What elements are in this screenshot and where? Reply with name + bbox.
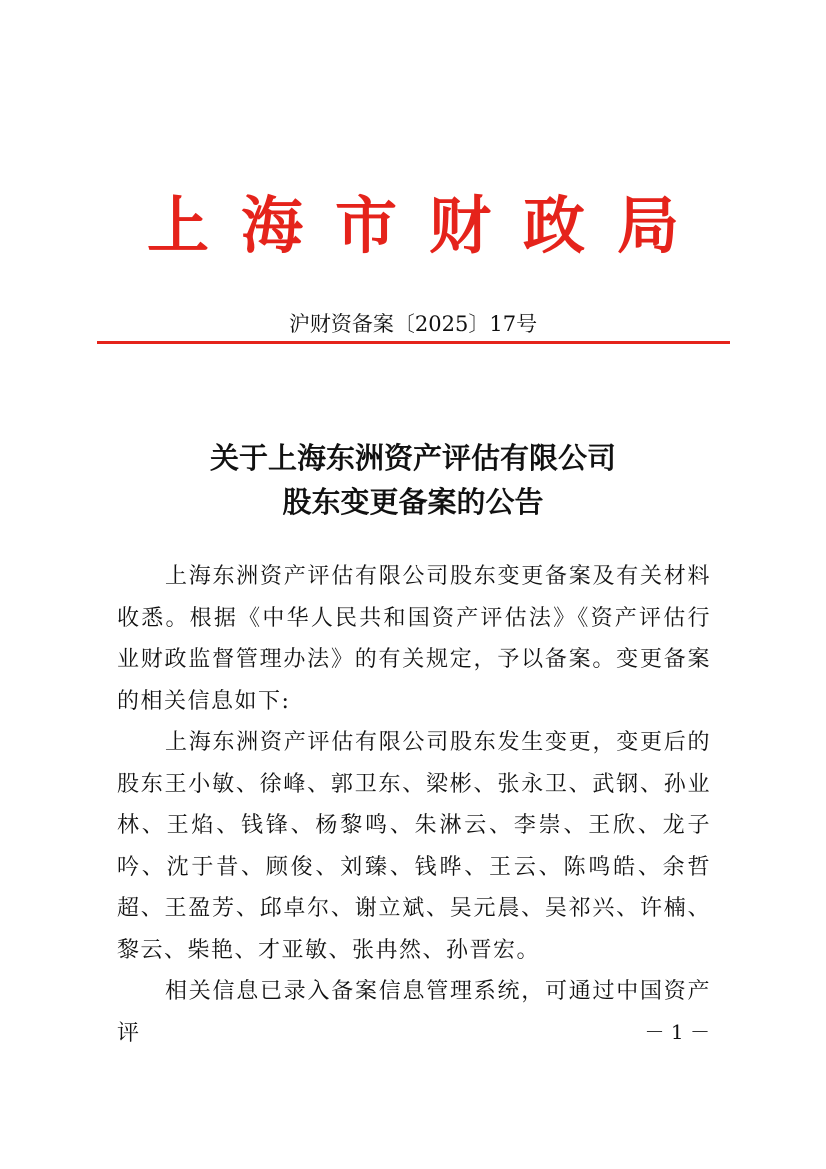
body-paragraph-1: 上海东洲资产评估有限公司股东变更备案及有关材料收悉。根据《中华人民共和国资产评估法》《资产评估行业财政监督管理办法》的有关规定，予以备案。变更备案的相关信息如下: (117, 564, 711, 714)
masthead-org-name: 上海市财政局 (146, 189, 711, 262)
title-line-1: 关于上海东洲资产评估有限公司 (209, 441, 616, 475)
document-number: 沪财资备案〔2025〕17号 (288, 312, 538, 336)
body-paragraph-2: 上海东洲资产评估有限公司股东发生变更，变更后的股东王小敏、徐峰、郭卫东、梁彬、张永卫、武钢、孙业林、王焰、钱锋、杨黎鸣、朱淋云、李崇、王欣、龙子吟、沈于昔、顾俊、刘臻、钱晔、王云、陈鸣皓、余哲超、王盈芳、邱卓尔、谢立斌、吴元晨、吴祁兴、许楠、黎云、柴艳、才亚敏、张冉然、孙晋宏。 (117, 730, 711, 963)
announcement-title (0, 436, 826, 524)
body-paragraph-3: 相关信息已录入备案信息管理系统，可通过中国资产评 (117, 979, 711, 1046)
page-number: － 1 － (644, 1020, 710, 1044)
title-line-2: 股东变更备案的公告 (282, 485, 544, 519)
red-separator-rule (97, 341, 730, 344)
announcement-body (117, 556, 711, 1054)
